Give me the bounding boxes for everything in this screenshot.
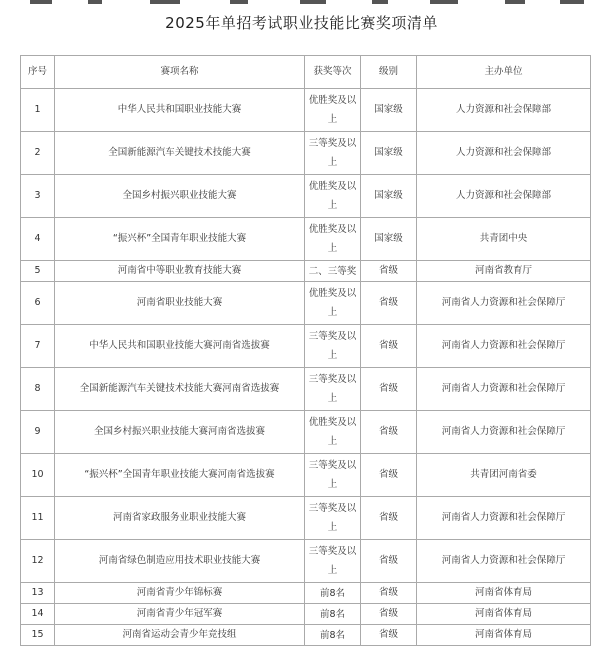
cell-award: 前8名 [305, 583, 361, 604]
table-row [21, 625, 591, 646]
cell-name: 河南省家政服务业职业技能大赛 [55, 497, 305, 540]
cell-org: 河南省人力资源和社会保障厅 [417, 540, 591, 583]
cell-level: 省级 [361, 454, 417, 497]
cell-org: 人力资源和社会保障部 [417, 175, 591, 218]
cell-level: 省级 [361, 325, 417, 368]
cell-name: 全国乡村振兴职业技能大赛河南省选拔赛 [55, 411, 305, 454]
cell-org: 共青团中央 [417, 218, 591, 261]
cell-name: “振兴杯”全国青年职业技能大赛河南省选拔赛 [55, 454, 305, 497]
table-row [21, 282, 591, 325]
cell-org: 河南省人力资源和社会保障厅 [417, 282, 591, 325]
cell-name: 中华人民共和国职业技能大赛河南省选拔赛 [55, 325, 305, 368]
table-row [21, 497, 591, 540]
cell-award: 三等奖及以上 [305, 540, 361, 583]
cell-award: 优胜奖及以上 [305, 282, 361, 325]
header-level: 级别 [361, 56, 417, 89]
cell-org: 共青团河南省委 [417, 454, 591, 497]
table-row [21, 454, 591, 497]
cell-award: 前8名 [305, 625, 361, 646]
cell-level: 省级 [361, 583, 417, 604]
cell-name: “振兴杯”全国青年职业技能大赛 [55, 218, 305, 261]
cell-no: 11 [21, 497, 55, 540]
cell-no: 2 [21, 132, 55, 175]
page-title: 2025年单招考试职业技能比赛奖项清单 [165, 14, 438, 32]
table-row [21, 132, 591, 175]
cell-level: 国家级 [361, 89, 417, 132]
cell-name: 河南省运动会青少年竞技组 [55, 625, 305, 646]
header-no: 序号 [21, 56, 55, 89]
cell-award: 优胜奖及以上 [305, 411, 361, 454]
header-name: 赛项名称 [55, 56, 305, 89]
cell-no: 4 [21, 218, 55, 261]
table-row [21, 175, 591, 218]
awards-table [20, 55, 591, 646]
cell-award: 优胜奖及以上 [305, 89, 361, 132]
table-row [21, 540, 591, 583]
cell-no: 5 [21, 261, 55, 282]
cell-no: 15 [21, 625, 55, 646]
cell-award: 优胜奖及以上 [305, 175, 361, 218]
cell-award: 三等奖及以上 [305, 325, 361, 368]
header-award: 获奖等次 [305, 56, 361, 89]
cell-level: 国家级 [361, 132, 417, 175]
cell-award: 三等奖及以上 [305, 497, 361, 540]
cell-award: 二、三等奖 [305, 261, 361, 282]
table-row [21, 604, 591, 625]
table-row [21, 89, 591, 132]
cell-level: 国家级 [361, 218, 417, 261]
cell-name: 中华人民共和国职业技能大赛 [55, 89, 305, 132]
table-header-row [21, 56, 591, 89]
cell-no: 9 [21, 411, 55, 454]
cell-org: 人力资源和社会保障部 [417, 89, 591, 132]
cell-org: 河南省人力资源和社会保障厅 [417, 497, 591, 540]
cell-org: 河南省体育局 [417, 604, 591, 625]
cell-name: 全国新能源汽车关键技术技能大赛 [55, 132, 305, 175]
cell-no: 10 [21, 454, 55, 497]
cell-level: 省级 [361, 604, 417, 625]
cell-name: 河南省青少年冠军赛 [55, 604, 305, 625]
cell-org: 河南省体育局 [417, 583, 591, 604]
cell-level: 省级 [361, 261, 417, 282]
cell-no: 1 [21, 89, 55, 132]
cell-org: 人力资源和社会保障部 [417, 132, 591, 175]
cell-no: 3 [21, 175, 55, 218]
cell-level: 省级 [361, 540, 417, 583]
table-row [21, 261, 591, 282]
table-row [21, 218, 591, 261]
cell-no: 6 [21, 282, 55, 325]
cell-org: 河南省教育厅 [417, 261, 591, 282]
cell-org: 河南省人力资源和社会保障厅 [417, 368, 591, 411]
cell-level: 省级 [361, 625, 417, 646]
cell-level: 省级 [361, 282, 417, 325]
cell-name: 河南省青少年锦标赛 [55, 583, 305, 604]
cell-no: 14 [21, 604, 55, 625]
table-row [21, 583, 591, 604]
cell-name: 全国乡村振兴职业技能大赛 [55, 175, 305, 218]
cell-award: 优胜奖及以上 [305, 218, 361, 261]
table-row [21, 411, 591, 454]
cell-no: 7 [21, 325, 55, 368]
cell-no: 13 [21, 583, 55, 604]
table-row [21, 368, 591, 411]
top-cropped-strip [0, 0, 603, 5]
cell-award: 三等奖及以上 [305, 454, 361, 497]
cell-org: 河南省人力资源和社会保障厅 [417, 325, 591, 368]
header-org: 主办单位 [417, 56, 591, 89]
cell-level: 省级 [361, 368, 417, 411]
cell-level: 国家级 [361, 175, 417, 218]
cell-no: 12 [21, 540, 55, 583]
cell-award: 三等奖及以上 [305, 368, 361, 411]
cell-award: 前8名 [305, 604, 361, 625]
cell-level: 省级 [361, 497, 417, 540]
cell-no: 8 [21, 368, 55, 411]
cell-name: 全国新能源汽车关键技术技能大赛河南省选拔赛 [55, 368, 305, 411]
cell-award: 三等奖及以上 [305, 132, 361, 175]
cell-org: 河南省体育局 [417, 625, 591, 646]
cell-name: 河南省职业技能大赛 [55, 282, 305, 325]
cell-level: 省级 [361, 411, 417, 454]
cell-name: 河南省中等职业教育技能大赛 [55, 261, 305, 282]
cell-name: 河南省绿色制造应用技术职业技能大赛 [55, 540, 305, 583]
cell-org: 河南省人力资源和社会保障厅 [417, 411, 591, 454]
table-row [21, 325, 591, 368]
